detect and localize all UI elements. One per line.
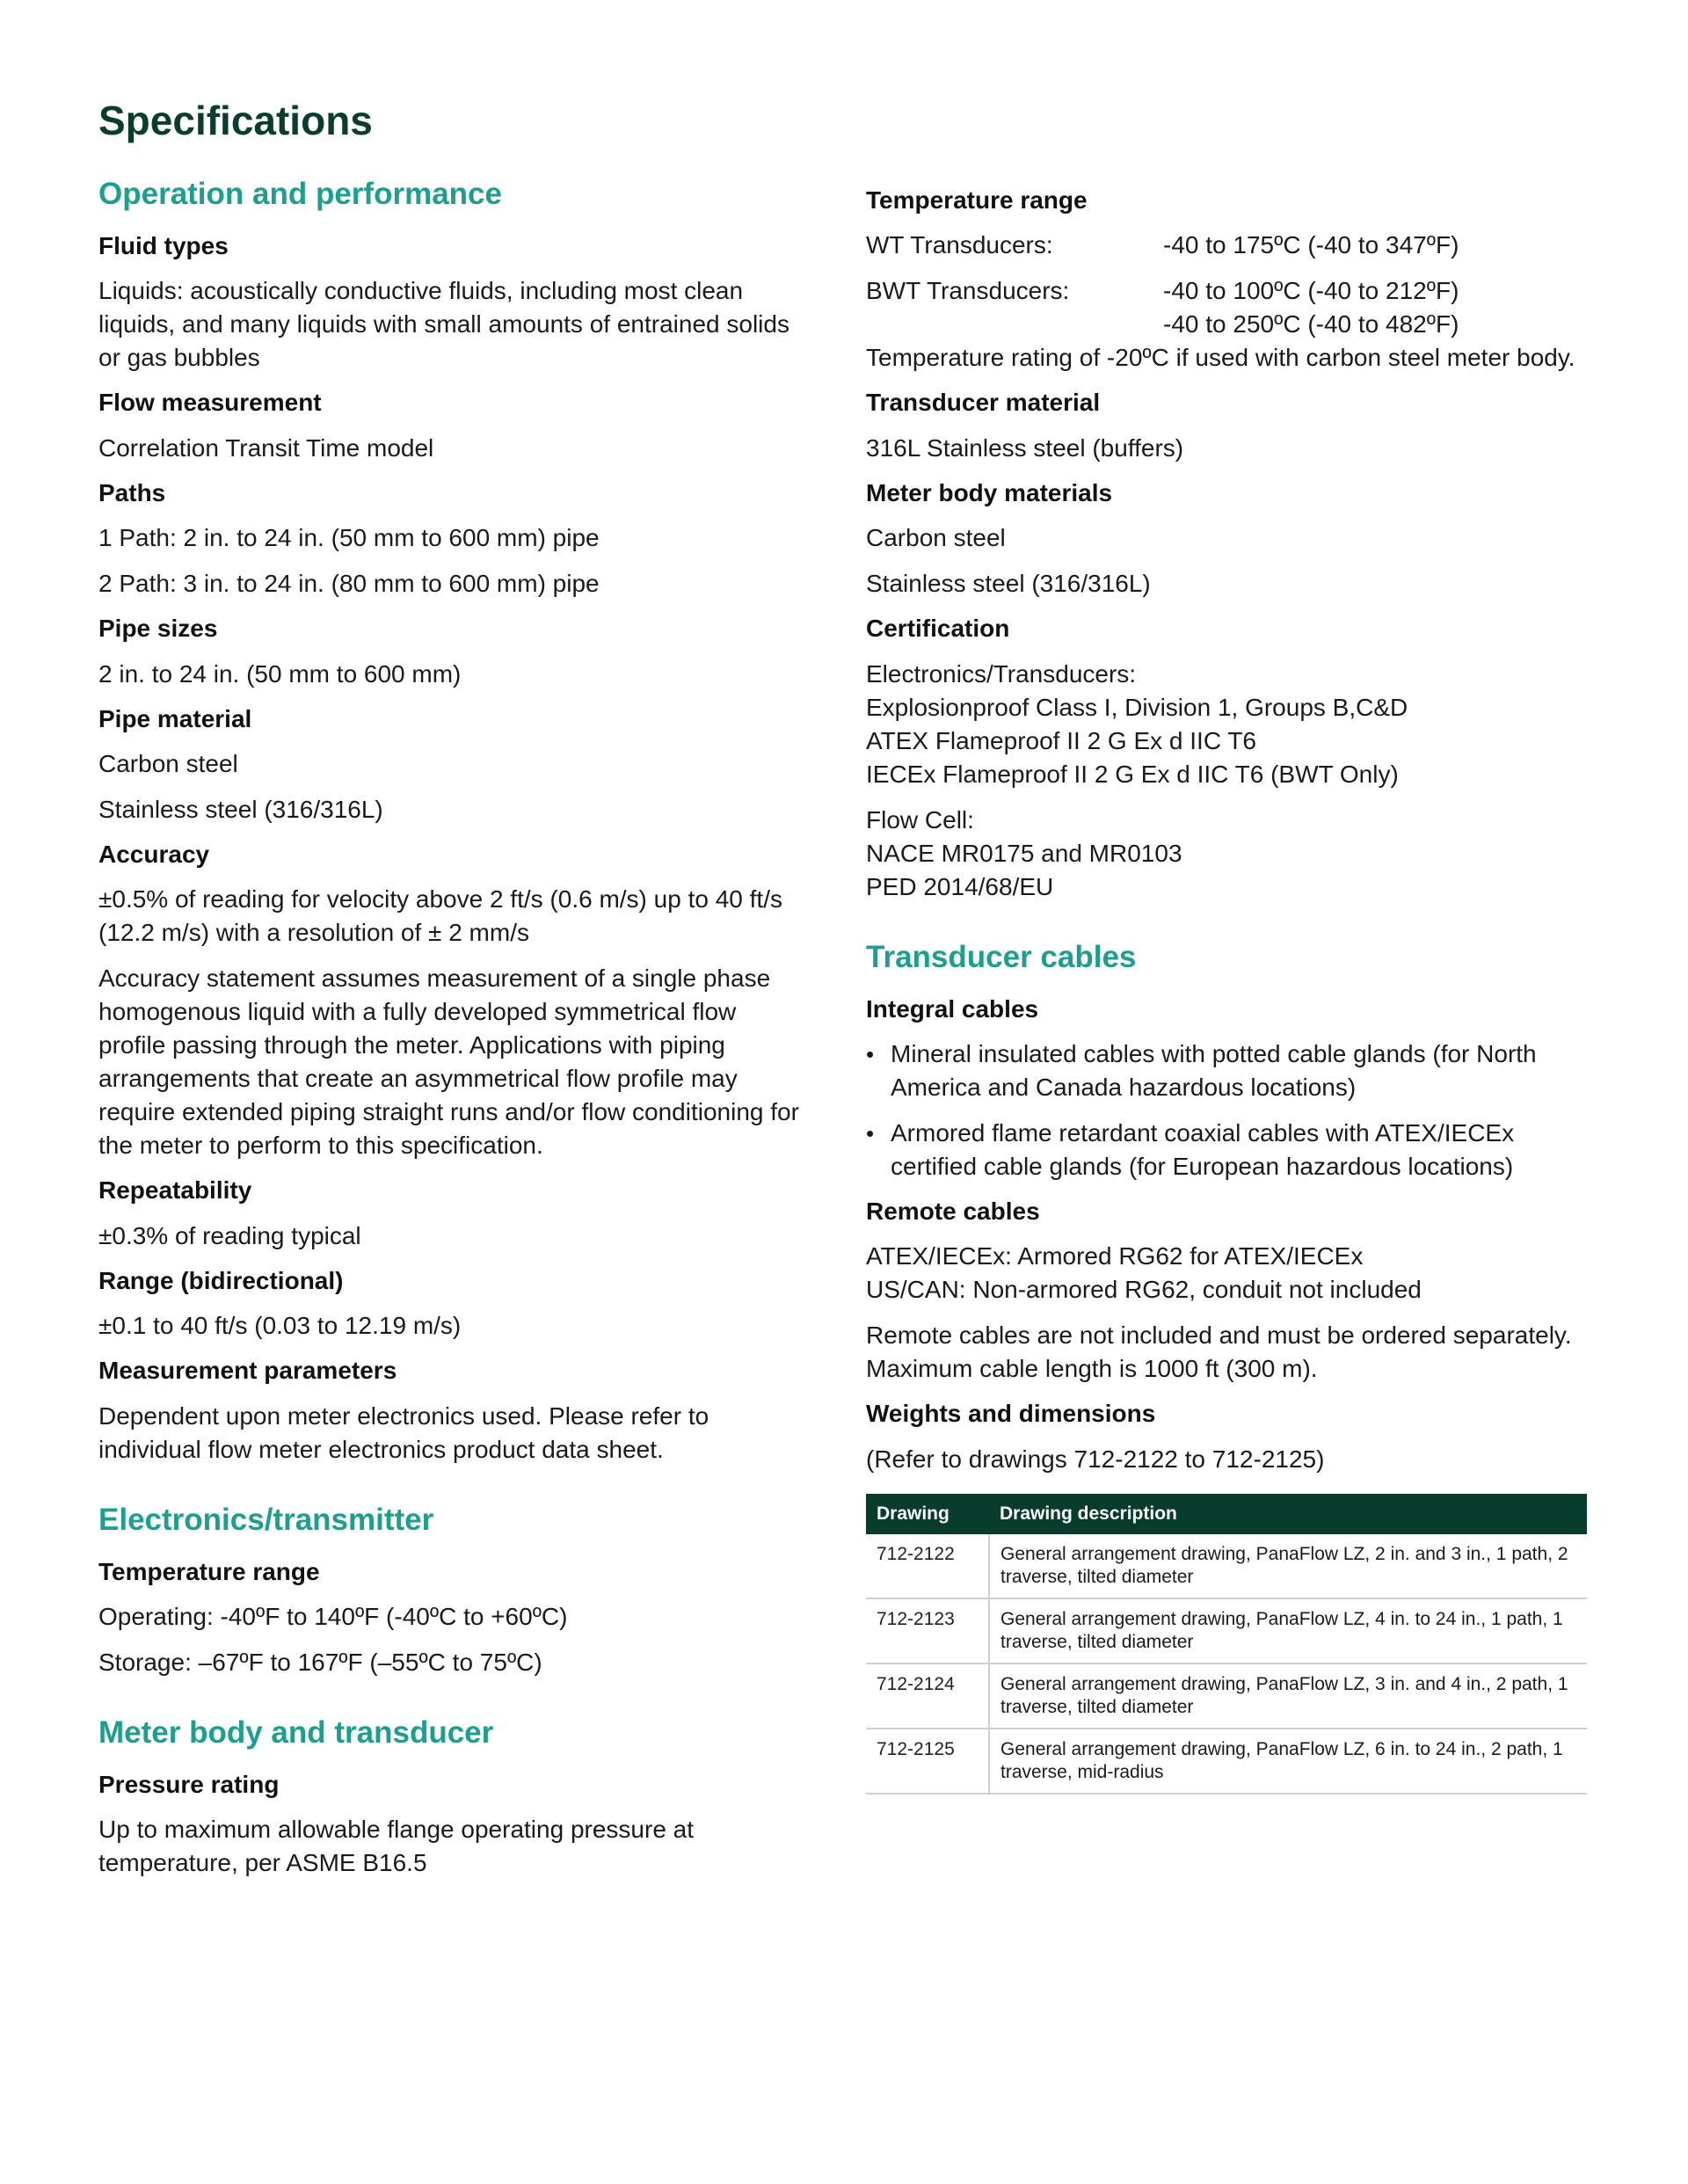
- right-column: [866, 176, 1587, 1795]
- pipe-material-label: Pipe material: [98, 704, 252, 732]
- table-row: [866, 1534, 1587, 1598]
- paths-line-2: 2 Path: 3 in. to 24 in. (80 mm to 600 mm) pipe: [98, 570, 600, 598]
- cert-flow-line-2: NACE MR0175 and MR0103: [866, 839, 1182, 867]
- drawing-description: General arrangement drawing, PanaFlow LZ, 3 in. and 4 in., 2 path, 1 traverse, tilted diameter: [989, 1663, 1587, 1729]
- integral-cables-label: Integral cables: [866, 994, 1039, 1023]
- column-header-description: Drawing description: [989, 1494, 1587, 1534]
- meter-body-materials-label: Meter body materials: [866, 478, 1113, 506]
- temperature-note: Temperature rating of -20ºC if used with carbon steel meter body.: [866, 344, 1575, 372]
- transducer-material-label: Transducer material: [866, 389, 1101, 417]
- drawings-table: [866, 1494, 1587, 1795]
- list-item: • Mineral insulated cables with potted cable glands (for North America and Canada hazardous locations): [866, 1037, 1587, 1104]
- remote-cables-line-1: ATEX/IECEx: Armored RG62 for ATEX/IECEx: [866, 1242, 1364, 1270]
- integral-cables-list: [866, 1037, 1587, 1183]
- repeatability-text: ±0.3% of reading typical: [98, 1221, 361, 1249]
- drawing-number: 712-2124: [866, 1663, 989, 1729]
- electronics-operating: Operating: -40ºF to 140ºF (-40ºC to +60ºC): [98, 1602, 568, 1630]
- table-row: [866, 1729, 1587, 1794]
- cert-flow-line-3: PED 2014/68/EU: [866, 872, 1054, 900]
- weights-dimensions-label: Weights and dimensions: [866, 1400, 1156, 1428]
- repeatability-label: Repeatability: [98, 1176, 252, 1205]
- pipe-material-1: Carbon steel: [98, 749, 238, 777]
- table-row: [866, 1598, 1587, 1663]
- page-title: Specifications: [98, 98, 373, 143]
- table-row: [866, 1663, 1587, 1729]
- remote-cables-label: Remote cables: [866, 1197, 1040, 1225]
- column-header-drawing: Drawing: [866, 1494, 989, 1534]
- fluid-types-text: Liquids: acoustically conductive fluids, including most clean liquids, and many liquids with small amounts of entrained solids or gas bubbles: [98, 277, 789, 372]
- measurement-parameters-label: Measurement parameters: [98, 1357, 397, 1385]
- pipe-sizes-label: Pipe sizes: [98, 615, 218, 643]
- cert-electronics-line-2: Explosionproof Class I, Division 1, Groups B,C&D: [866, 693, 1408, 721]
- wt-transducers-value: -40 to 175ºC (-40 to 347ºF): [1163, 231, 1459, 259]
- bwt-transducers-value-2: -40 to 250ºC (-40 to 482ºF): [1163, 310, 1459, 339]
- wt-transducers-row: [866, 229, 1587, 262]
- cert-electronics-line-1: Electronics/Transducers:: [866, 659, 1137, 688]
- bwt-transducers-label: BWT Transducers:: [866, 277, 1070, 305]
- range-label: Range (bidirectional): [98, 1266, 344, 1294]
- fluid-types-label: Fluid types: [98, 232, 229, 259]
- electronics-temp-label: Temperature range: [98, 1557, 320, 1585]
- electronics-storage: Storage: –67ºF to 167ºF (–55ºC to 75ºC): [98, 1648, 542, 1676]
- paths-line-1: 1 Path: 2 in. to 24 in. (50 mm to 600 mm) pipe: [98, 524, 600, 552]
- drawing-description: General arrangement drawing, PanaFlow LZ, 6 in. to 24 in., 2 path, 1 traverse, mid-radius: [989, 1729, 1587, 1794]
- paths-label: Paths: [98, 478, 166, 506]
- bwt-transducers-value-1: -40 to 100ºC (-40 to 212ºF): [1163, 277, 1459, 305]
- cert-flow-line-1: Flow Cell:: [866, 805, 974, 834]
- pressure-rating-text: Up to maximum allowable flange operating pressure at temperature, per ASME B16.5: [98, 1816, 695, 1877]
- range-text: ±0.1 to 40 ft/s (0.03 to 12.19 m/s): [98, 1312, 462, 1340]
- left-column: [98, 176, 802, 1892]
- section-heading-cables: Transducer cables: [866, 939, 1137, 974]
- drawing-description: General arrangement drawing, PanaFlow LZ, 4 in. to 24 in., 1 path, 1 traverse, tilted diameter: [989, 1598, 1587, 1663]
- meter-body-material-2: Stainless steel (316/316L): [866, 570, 1151, 598]
- accuracy-text-1: ±0.5% of reading for velocity above 2 ft/s (0.6 m/s) up to 40 ft/s (12.2 m/s) with a resolution of ± 2 mm/s: [98, 885, 782, 947]
- accuracy-label: Accuracy: [98, 840, 210, 868]
- section-heading-electronics: Electronics/transmitter: [98, 1502, 434, 1537]
- cert-electronics-line-3: ATEX Flameproof II 2 G Ex d IIC T6: [866, 726, 1257, 754]
- weights-dimensions-text: (Refer to drawings 712-2122 to 712-2125): [866, 1445, 1325, 1473]
- accuracy-text-2: Accuracy statement assumes measurement of a single phase homogenous liquid with a fully developed symmetrical flow profile passing through the meter. Applications with piping arrangements that create an asymmetrical flow profile may require extended piping straight runs and/or flow conditioning for the meter to perform to this specification.: [98, 965, 799, 1160]
- remote-cables-note: Remote cables are not included and must be ordered separately. Maximum cable length is 1000 ft (300 m).: [866, 1321, 1572, 1383]
- flow-measurement-text: Correlation Transit Time model: [98, 433, 434, 462]
- section-heading-operation: Operation and performance: [98, 177, 502, 211]
- measurement-parameters-text: Dependent upon meter electronics used. Please refer to individual flow meter electronics product data sheet.: [98, 1401, 709, 1463]
- cert-electronics-line-4: IECEx Flameproof II 2 G Ex d IIC T6 (BWT Only): [866, 760, 1399, 788]
- section-heading-meter-body: Meter body and transducer: [98, 1714, 494, 1750]
- list-item: • Armored flame retardant coaxial cables with ATEX/IECEx certified cable glands (for European hazardous locations): [866, 1117, 1587, 1183]
- flow-measurement-label: Flow measurement: [98, 389, 322, 417]
- drawing-number: 712-2125: [866, 1729, 989, 1794]
- bwt-transducers-row: [866, 274, 1587, 341]
- remote-cables-line-2: US/CAN: Non-armored RG62, conduit not included: [866, 1276, 1422, 1304]
- transducer-material-text: 316L Stainless steel (buffers): [866, 433, 1184, 462]
- drawing-description: General arrangement drawing, PanaFlow LZ, 2 in. and 3 in., 1 path, 2 traverse, tilted diameter: [989, 1534, 1587, 1598]
- meter-body-material-1: Carbon steel: [866, 524, 1006, 552]
- pressure-rating-label: Pressure rating: [98, 1770, 280, 1798]
- drawing-number: 712-2122: [866, 1534, 989, 1598]
- table-header-row: [866, 1494, 1587, 1534]
- wt-transducers-label: WT Transducers:: [866, 231, 1053, 259]
- pipe-material-2: Stainless steel (316/316L): [98, 795, 383, 823]
- pipe-sizes-text: 2 in. to 24 in. (50 mm to 600 mm): [98, 659, 462, 688]
- temperature-range-label: Temperature range: [866, 186, 1088, 214]
- certification-label: Certification: [866, 615, 1010, 643]
- drawing-number: 712-2123: [866, 1598, 989, 1663]
